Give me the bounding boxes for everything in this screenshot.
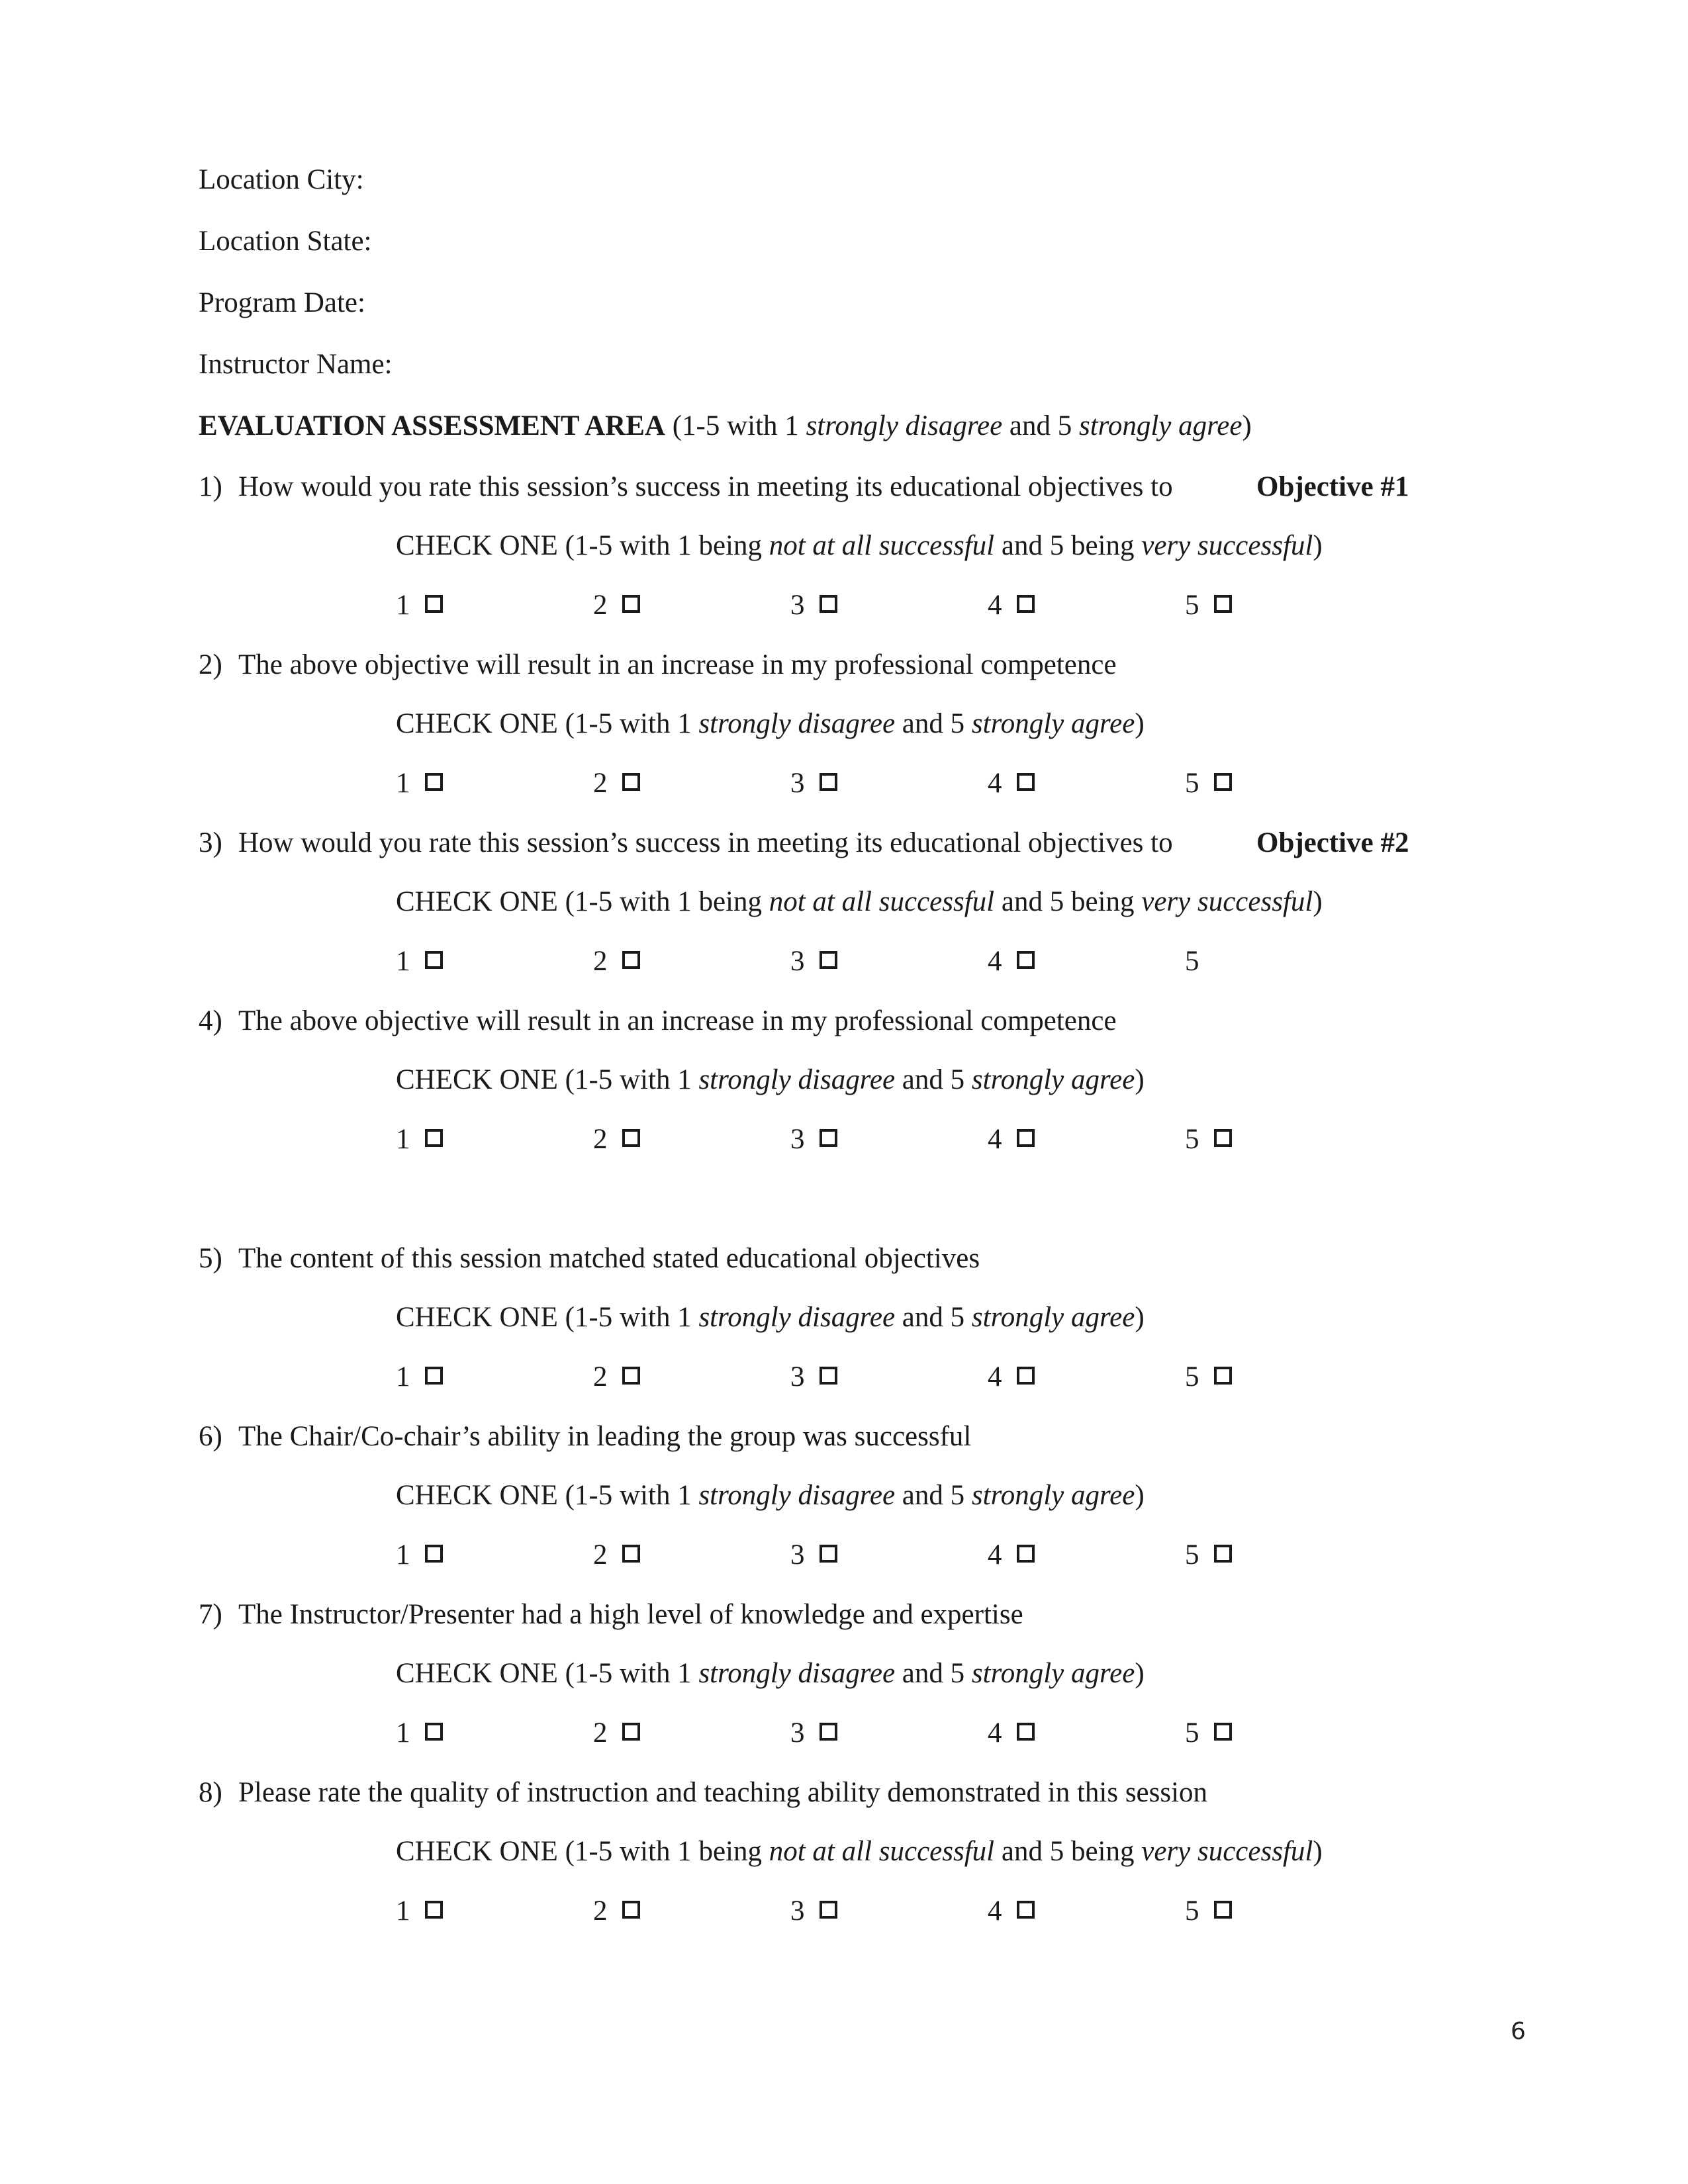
rating-number: 3 [790,768,805,799]
check-suffix: ) [1313,1836,1323,1867]
checkbox[interactable] [820,595,837,613]
rating-option-5[interactable] [1185,769,1232,797]
rating-number: 4 [988,1895,1002,1927]
checkbox[interactable] [425,1545,443,1563]
question-text: The Chair/Co-chair’s ability in leading the group was successful [238,1421,972,1452]
question-6 [199,1422,971,1451]
rating-options-7 [396,1719,1256,1752]
question-text: How would you rate this session’s success in meeting its educational objectives to [238,471,1173,502]
question-7 [199,1600,1023,1629]
question-text: The above objective will result in an increase in my professional competence [238,1005,1117,1036]
rating-option-3[interactable] [790,947,837,976]
rating-number: 1 [396,590,410,621]
field-label: Location State: [199,226,372,257]
check-instructions [396,1066,1145,1094]
checkbox[interactable] [622,595,640,613]
checkbox[interactable] [425,1129,443,1147]
rating-option-5[interactable] [1185,947,1199,976]
check-suffix: ) [1135,1302,1145,1333]
scale-high-label: strongly agree [971,1658,1135,1689]
rating-number: 1 [396,1895,410,1927]
section-title: EVALUATION ASSESSMENT AREA [199,410,665,441]
rating-option-2[interactable] [593,947,640,976]
rating-options-1 [396,591,1256,624]
rating-number: 4 [988,768,1002,799]
rating-option-2[interactable] [593,1897,640,1925]
rating-options-8 [396,1897,1256,1930]
page-number: 6 [1511,2018,1526,2045]
scale-low-label: strongly disagree [698,708,896,739]
rating-option-4[interactable] [988,947,1035,976]
rating-number: 2 [593,590,608,621]
question-3 [199,829,1173,857]
scale-low-label: strongly disagree [698,1658,896,1689]
rating-options-4 [396,1125,1256,1158]
rating-option-4[interactable] [988,1363,1035,1391]
rating-number: 3 [790,1895,805,1927]
rating-option-3[interactable] [790,1541,837,1569]
check-instructions [396,709,1145,738]
check-mid: and 5 [895,1302,972,1333]
rating-number: 2 [593,1539,608,1570]
rating-number: 4 [988,1124,1002,1155]
check-prefix: CHECK ONE (1-5 with 1 [396,1658,699,1689]
check-mid: and 5 being [994,530,1142,561]
check-suffix: ) [1313,886,1323,917]
field-label: Location City: [199,164,364,195]
rating-number: 5 [1185,1124,1199,1155]
rating-number: 3 [790,1717,805,1749]
rating-number: 3 [790,1539,805,1570]
scale-high-label: strongly agree [971,1480,1135,1511]
check-instructions [396,1659,1145,1688]
checkbox[interactable] [820,951,837,969]
scale-low-label: strongly disagree [698,1302,896,1333]
rating-number: 2 [593,1124,608,1155]
checkbox[interactable] [1214,773,1232,791]
check-prefix: CHECK ONE (1-5 with 1 being [396,530,769,561]
rating-option-2[interactable] [593,1363,640,1391]
rating-option-2[interactable] [593,1719,640,1747]
rating-number: 5 [1185,946,1199,977]
rating-option-1[interactable] [396,1897,443,1925]
check-prefix: CHECK ONE (1-5 with 1 [396,708,699,739]
question-text: The content of this session matched stated educational objectives [238,1243,980,1274]
scale-high-label: very successful [1141,886,1313,917]
checkbox[interactable] [820,1367,837,1385]
scale-high-label: strongly agree [971,1302,1135,1333]
rating-option-4[interactable] [988,769,1035,797]
rating-options-6 [396,1541,1256,1574]
checkbox[interactable] [425,773,443,791]
rating-option-1[interactable] [396,1125,443,1154]
rating-number: 5 [1185,1717,1199,1749]
field-location-city [199,165,364,194]
field-instructor-name [199,350,393,379]
question-number: 8) [199,1777,222,1808]
check-suffix: ) [1135,1658,1145,1689]
rating-option-1[interactable] [396,1363,443,1391]
rating-number: 1 [396,946,410,977]
check-suffix: ) [1135,1480,1145,1511]
field-label: Instructor Name: [199,349,393,380]
checkbox[interactable] [820,773,837,791]
rating-number: 2 [593,1717,608,1749]
check-mid: and 5 [895,1064,972,1095]
scale-low-label: not at all successful [769,886,995,917]
rating-number: 5 [1185,1361,1199,1392]
check-mid: and 5 being [994,886,1142,917]
checkbox[interactable] [622,1545,640,1563]
rating-option-4[interactable] [988,1541,1035,1569]
checkbox[interactable] [820,1723,837,1741]
rating-option-4[interactable] [988,1719,1035,1747]
check-instructions [396,1481,1145,1510]
question-number: 2) [199,649,222,680]
checkbox[interactable] [1017,1129,1035,1147]
checkbox[interactable] [622,1723,640,1741]
check-instructions [396,531,1323,560]
rating-option-1[interactable] [396,1719,443,1747]
section-scale-high: strongly agree [1079,410,1243,441]
section-scale-prefix: (1-5 with 1 [665,410,806,441]
rating-option-5[interactable] [1185,1719,1232,1747]
rating-option-4[interactable] [988,1897,1035,1925]
checkbox[interactable] [622,951,640,969]
checkbox[interactable] [1214,1901,1232,1919]
checkbox[interactable] [622,1367,640,1385]
rating-option-1[interactable] [396,591,443,619]
check-mid: and 5 being [994,1836,1142,1867]
rating-option-5[interactable] [1185,1897,1232,1925]
question-8 [199,1778,1207,1807]
question-text: The above objective will result in an increase in my professional competence [238,649,1117,680]
checkbox[interactable] [1214,1129,1232,1147]
checkbox[interactable] [1017,1901,1035,1919]
rating-number: 2 [593,1361,608,1392]
check-mid: and 5 [895,1480,972,1511]
checkbox[interactable] [425,595,443,613]
scale-low-label: strongly disagree [698,1064,896,1095]
checkbox[interactable] [622,1129,640,1147]
check-instructions [396,887,1323,916]
scale-high-label: strongly agree [971,1064,1135,1095]
question-text: Please rate the quality of instruction and teaching ability demonstrated in this session [238,1777,1208,1808]
rating-option-4[interactable] [988,1125,1035,1154]
question-2 [199,651,1117,679]
section-scale-suffix: ) [1242,410,1252,441]
check-mid: and 5 [895,708,972,739]
rating-number: 5 [1185,1539,1199,1570]
rating-option-2[interactable] [593,1125,640,1154]
checkbox[interactable] [1214,595,1232,613]
check-suffix: ) [1313,530,1323,561]
checkbox[interactable] [622,773,640,791]
rating-option-3[interactable] [790,1363,837,1391]
rating-number: 3 [790,1124,805,1155]
question-5 [199,1244,980,1273]
rating-number: 3 [790,946,805,977]
field-program-date [199,289,365,317]
question-4 [199,1007,1117,1035]
question-number: 5) [199,1243,222,1274]
section-scale-low: strongly disagree [806,410,1003,441]
rating-option-1[interactable] [396,769,443,797]
checkbox[interactable] [1214,1723,1232,1741]
checkbox[interactable] [1214,1367,1232,1385]
checkbox[interactable] [425,1367,443,1385]
rating-number: 1 [396,1361,410,1392]
rating-option-5[interactable] [1185,1541,1232,1569]
rating-number: 1 [396,1124,410,1155]
checkbox[interactable] [1017,1723,1035,1741]
rating-option-3[interactable] [790,1719,837,1747]
rating-option-5[interactable] [1185,1125,1232,1154]
section-header [199,412,1252,440]
checkbox[interactable] [1017,951,1035,969]
rating-number: 3 [790,590,805,621]
rating-number: 4 [988,946,1002,977]
checkbox[interactable] [1017,1545,1035,1563]
question-text: The Instructor/Presenter had a high level of knowledge and expertise [238,1599,1023,1630]
rating-options-2 [396,769,1256,802]
objective-label: Objective #2 [1256,827,1409,858]
check-suffix: ) [1135,1064,1145,1095]
checkbox[interactable] [820,1129,837,1147]
check-mid: and 5 [895,1658,972,1689]
checkbox[interactable] [820,1901,837,1919]
rating-number: 1 [396,1717,410,1749]
check-prefix: CHECK ONE (1-5 with 1 being [396,886,769,917]
rating-option-5[interactable] [1185,1363,1232,1391]
checkbox[interactable] [1017,1367,1035,1385]
rating-option-1[interactable] [396,947,443,976]
check-instructions [396,1303,1145,1332]
rating-options-5 [396,1363,1256,1396]
checkbox[interactable] [1017,773,1035,791]
check-prefix: CHECK ONE (1-5 with 1 being [396,1836,769,1867]
scale-low-label: strongly disagree [698,1480,896,1511]
check-prefix: CHECK ONE (1-5 with 1 [396,1302,699,1333]
scale-low-label: not at all successful [769,530,995,561]
section-scale-mid: and 5 [1002,410,1079,441]
rating-option-3[interactable] [790,1125,837,1154]
scale-high-label: strongly agree [971,708,1135,739]
check-suffix: ) [1135,708,1145,739]
question-number: 6) [199,1421,222,1452]
rating-option-3[interactable] [790,1897,837,1925]
objective-label: Objective #1 [1256,471,1409,502]
rating-option-3[interactable] [790,591,837,619]
rating-options-3 [396,947,1256,980]
rating-option-1[interactable] [396,1541,443,1569]
checkbox[interactable] [425,951,443,969]
rating-option-2[interactable] [593,1541,640,1569]
scale-low-label: not at all successful [769,1836,995,1867]
rating-number: 4 [988,1539,1002,1570]
question-1 [199,473,1173,501]
rating-option-2[interactable] [593,769,640,797]
checkbox[interactable] [820,1545,837,1563]
checkbox[interactable] [425,1901,443,1919]
rating-number: 2 [593,1895,608,1927]
question-number: 4) [199,1005,222,1036]
rating-number: 4 [988,1361,1002,1392]
checkbox[interactable] [1214,1545,1232,1563]
question-text: How would you rate this session’s success in meeting its educational objectives to [238,827,1173,858]
rating-number: 4 [988,590,1002,621]
rating-option-5[interactable] [1185,591,1232,619]
question-number: 7) [199,1599,222,1630]
checkbox[interactable] [425,1723,443,1741]
rating-option-2[interactable] [593,591,640,619]
check-prefix: CHECK ONE (1-5 with 1 [396,1064,699,1095]
checkbox[interactable] [1017,595,1035,613]
rating-number: 2 [593,768,608,799]
question-number: 1) [199,471,222,502]
rating-number: 5 [1185,1895,1199,1927]
rating-number: 3 [790,1361,805,1392]
scale-high-label: very successful [1141,530,1313,561]
rating-number: 1 [396,1539,410,1570]
check-prefix: CHECK ONE (1-5 with 1 [396,1480,699,1511]
rating-option-3[interactable] [790,769,837,797]
check-instructions [396,1837,1323,1866]
rating-number: 1 [396,768,410,799]
question-number: 3) [199,827,222,858]
rating-number: 2 [593,946,608,977]
rating-option-4[interactable] [988,591,1035,619]
scale-high-label: very successful [1141,1836,1313,1867]
field-location-state [199,227,372,255]
rating-number: 5 [1185,590,1199,621]
rating-number: 5 [1185,768,1199,799]
field-label: Program Date: [199,287,365,318]
rating-number: 4 [988,1717,1002,1749]
checkbox[interactable] [622,1901,640,1919]
